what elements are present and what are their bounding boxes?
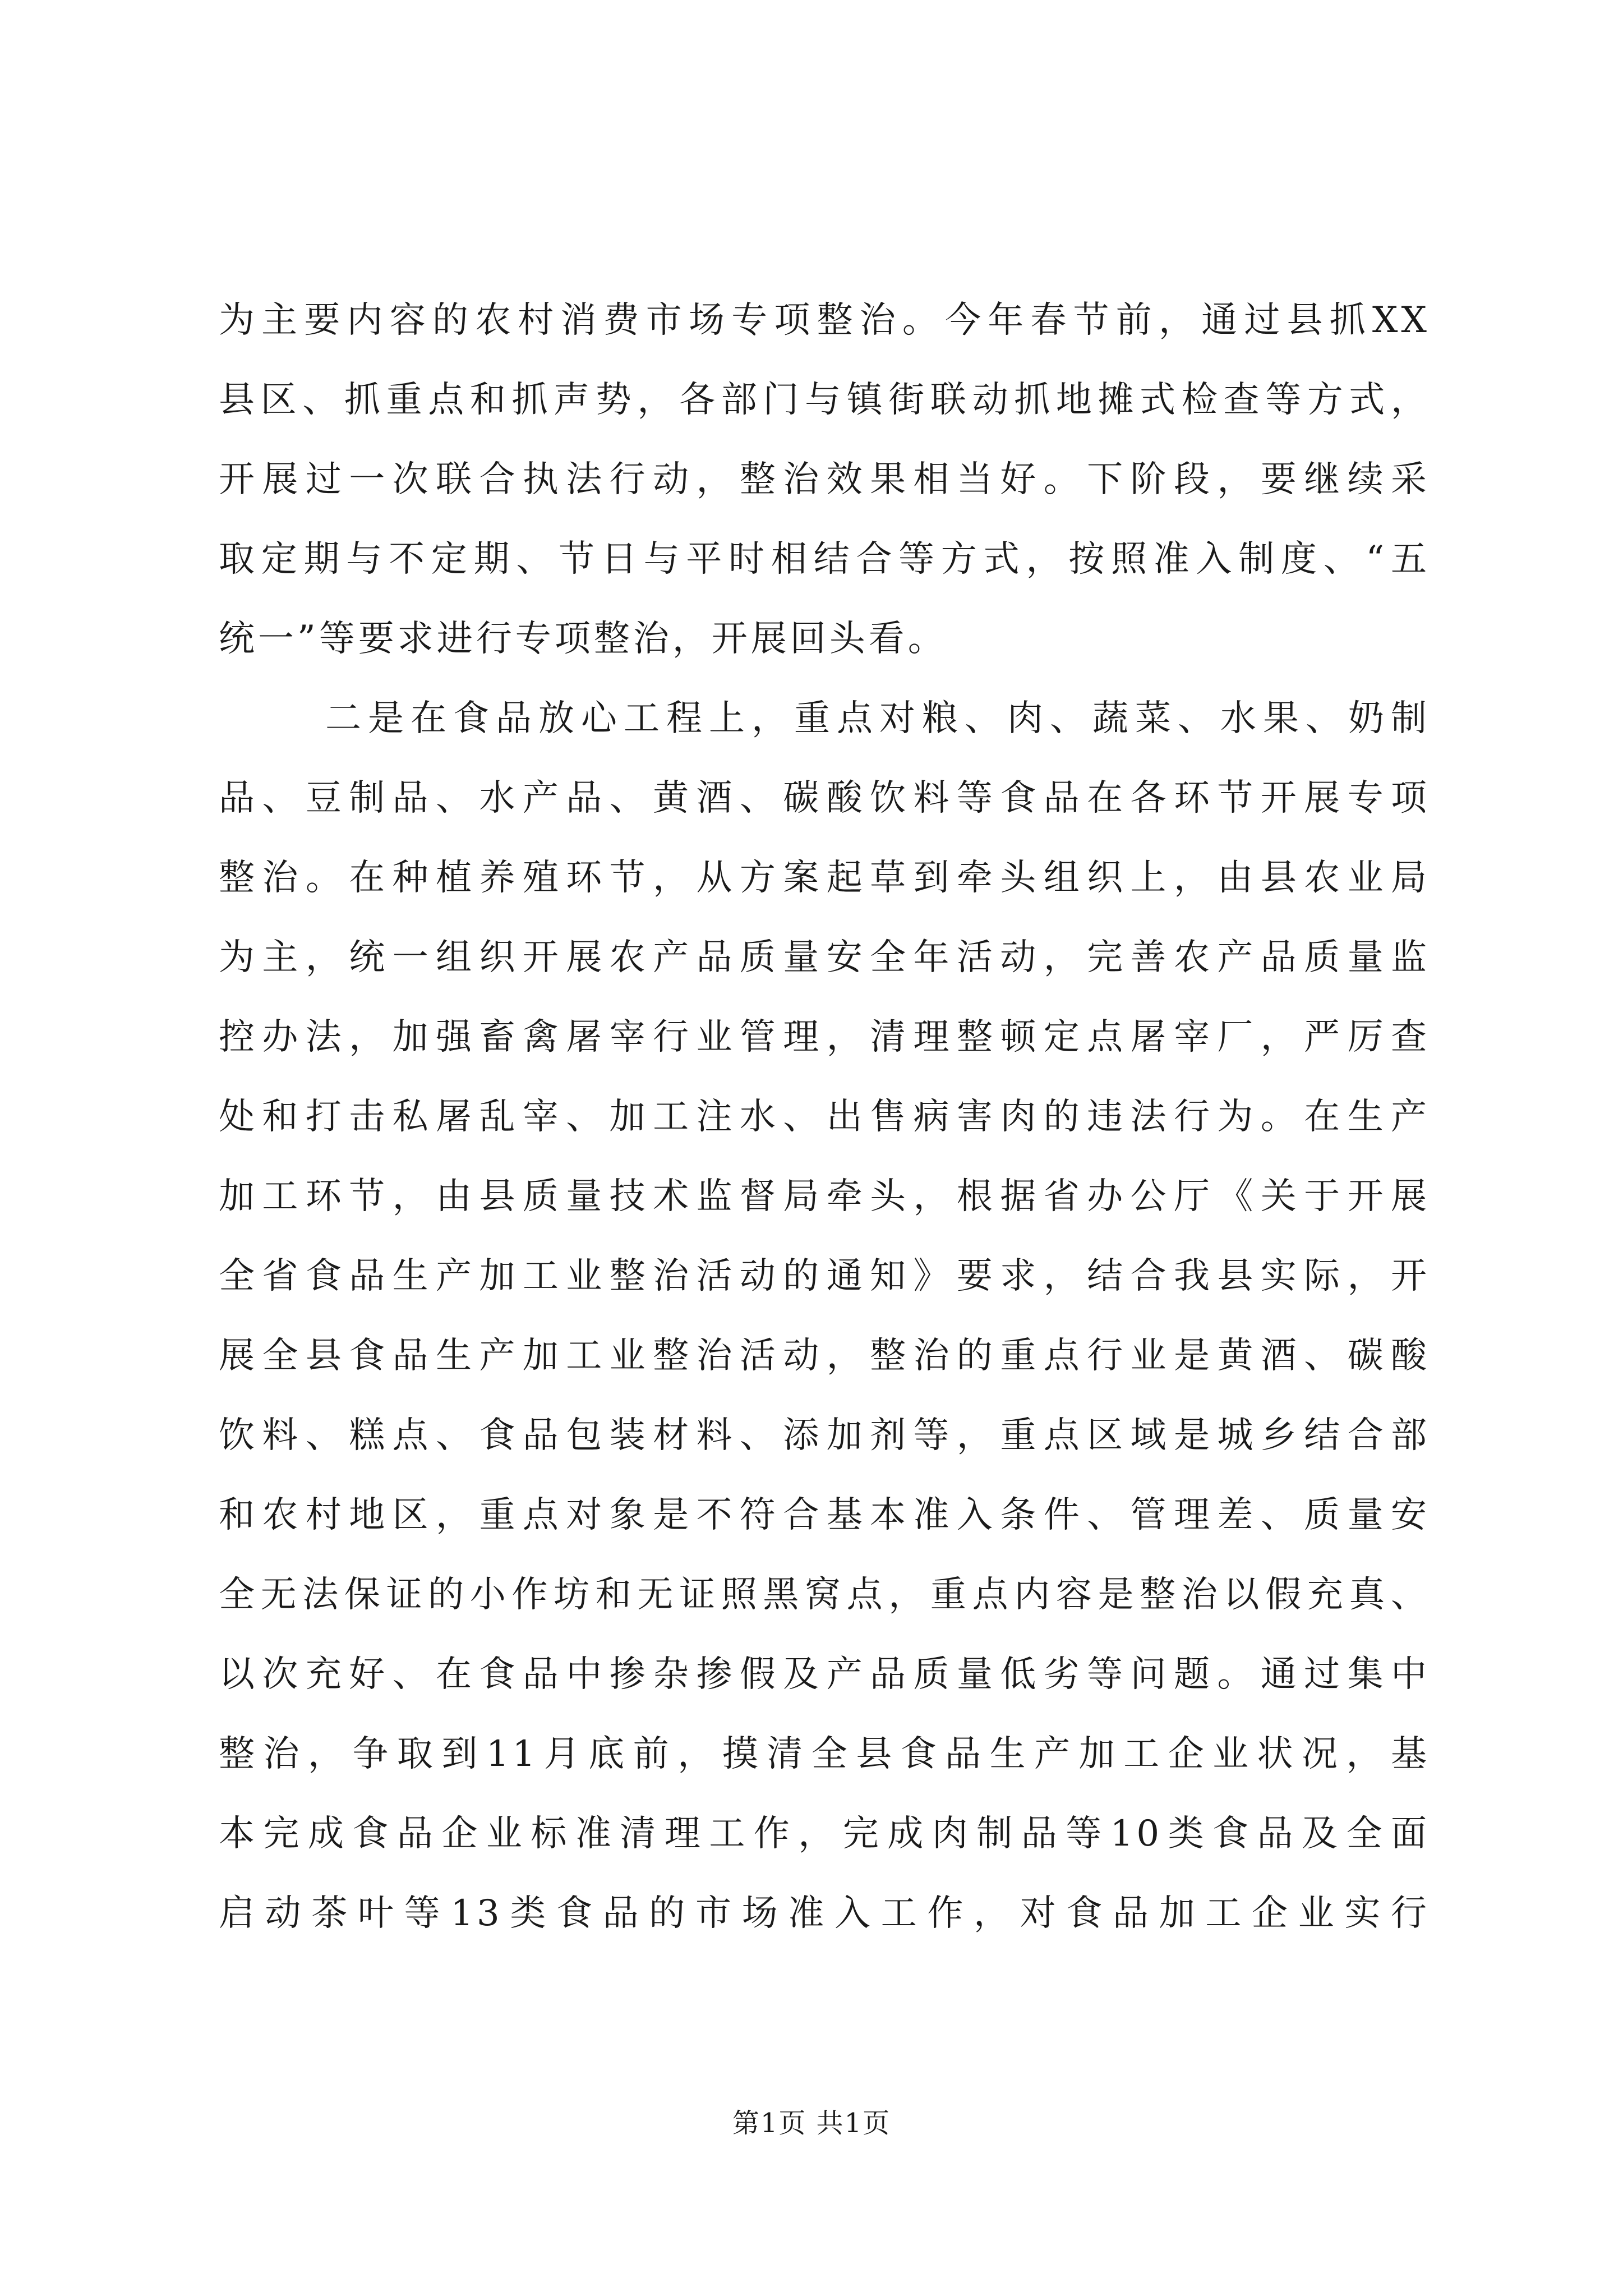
document-body	[219, 280, 1430, 1953]
text-line: 全无法保证的小作坊和无证照黑窝点，重点内容是整治以假充真、	[219, 1574, 1430, 1616]
text-line: 整治。在种植养殖环节，从方案起草到牵头组织上，由县农业局	[219, 857, 1430, 899]
paragraph-1	[219, 280, 1430, 679]
text-line: 取定期与不定期、节日与平时相结合等方式，按照准入制度、“五	[219, 539, 1430, 580]
text-line: 二是在食品放心工程上，重点对粮、肉、蔬菜、水果、奶制	[325, 698, 1430, 739]
text-line: 全省食品生产加工业整治活动的通知》要求，结合我县实际，开	[219, 1255, 1430, 1297]
text-line: 统一”等要求进行专项整治，开展回头看。	[219, 618, 947, 660]
text-line: 开展过一次联合执法行动，整治效果相当好。下阶段，要继续采	[219, 459, 1430, 500]
text-line: 品、豆制品、水产品、黄酒、碳酸饮料等食品在各环节开展专项	[219, 777, 1430, 819]
text-line: 整治，争取到11月底前，摸清全县食品生产加工企业状况，基	[219, 1733, 1430, 1775]
text-line: 为主，统一组织开展农产品质量安全年活动，完善农产品质量监	[219, 937, 1430, 978]
paragraph-2	[219, 679, 1430, 1953]
text-line: 饮料、糕点、食品包装材料、添加剂等，重点区域是城乡结合部	[219, 1415, 1430, 1456]
text-line: 为主要内容的农村消费市场专项整治。今年春节前，通过县抓XX	[219, 300, 1430, 341]
text-line: 展全县食品生产加工业整治活动，整治的重点行业是黄酒、碳酸	[219, 1335, 1430, 1377]
text-line: 处和打击私屠乱宰、加工注水、出售病害肉的违法行为。在生产	[219, 1096, 1430, 1138]
text-line: 加工环节，由县质量技术监督局牵头，根据省办公厅《关于开展	[219, 1176, 1430, 1217]
text-line: 和农村地区，重点对象是不符合基本准入条件、管理差、质量安	[219, 1494, 1430, 1536]
text-line: 县区、抓重点和抓声势，各部门与镇街联动抓地摊式检查等方式，	[219, 379, 1430, 421]
text-line: 启动茶叶等13类食品的市场准入工作，对食品加工企业实行	[219, 1893, 1430, 1934]
text-line: 以次充好、在食品中掺杂掺假及产品质量低劣等问题。通过集中	[219, 1654, 1430, 1695]
page-footer: 第1页 共1页	[732, 2108, 891, 2139]
text-line: 控办法，加强畜禽屠宰行业管理，清理整顿定点屠宰厂，严厉查	[219, 1016, 1430, 1058]
text-line: 本完成食品企业标准清理工作，完成肉制品等10类食品及全面	[219, 1813, 1430, 1855]
